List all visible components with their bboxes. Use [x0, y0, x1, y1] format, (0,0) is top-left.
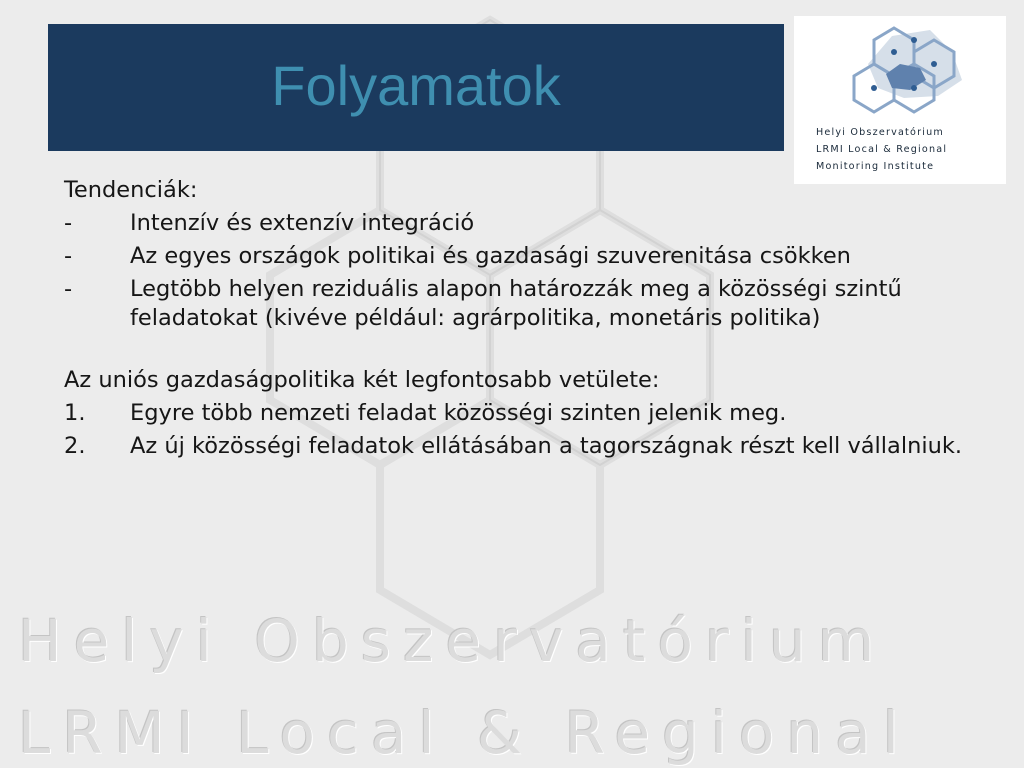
logo-line-3: Monitoring Institute [816, 161, 935, 172]
list-text: Legtöbb helyen reziduális alapon határozzák meg a közösségi szintű feladatokat (kivéve például: agrárpolitika, monetáris politika) [130, 276, 902, 331]
paragraph-spacer [64, 337, 964, 366]
list-marker: - [64, 243, 73, 269]
list-item [64, 209, 964, 238]
list-text: Az új közösségi feladatok ellátásában a tagországnak részt kell vállalniuk. [130, 433, 963, 459]
watermark-line-1: Helyi Obszervatórium [18, 607, 887, 675]
list-item [64, 399, 964, 428]
list-marker: 1. [64, 400, 86, 426]
list-text: Intenzív és extenzív integráció [130, 210, 475, 236]
section-heading-policy: Az uniós gazdaságpolitika két legfontosabb vetülete: [64, 367, 660, 393]
list-marker: - [64, 210, 73, 236]
list-text: Egyre több nemzeti feladat közösségi szinten jelenik meg. [130, 400, 787, 426]
list-text: Az egyes országok politikai és gazdasági szuverenitása csökken [130, 243, 851, 269]
list-marker: - [64, 276, 73, 302]
list-item [64, 275, 964, 333]
slide-content [64, 176, 964, 465]
hexagon-map-logo-icon [834, 24, 970, 120]
logo-line-1: Helyi Obszervatórium [816, 127, 944, 138]
logo-line-2: LRMI Local & Regional [816, 144, 948, 155]
list-marker: 2. [64, 433, 86, 459]
list-item [64, 432, 964, 461]
list-item [64, 242, 964, 271]
slide-title: Folyamatok [271, 54, 561, 117]
title-bar [48, 24, 784, 151]
section-heading-tendencies: Tendenciák: [64, 177, 198, 203]
logo [794, 16, 1006, 184]
watermark-line-2: LRMI Local & Regional [18, 699, 911, 767]
logo-text [816, 124, 996, 175]
